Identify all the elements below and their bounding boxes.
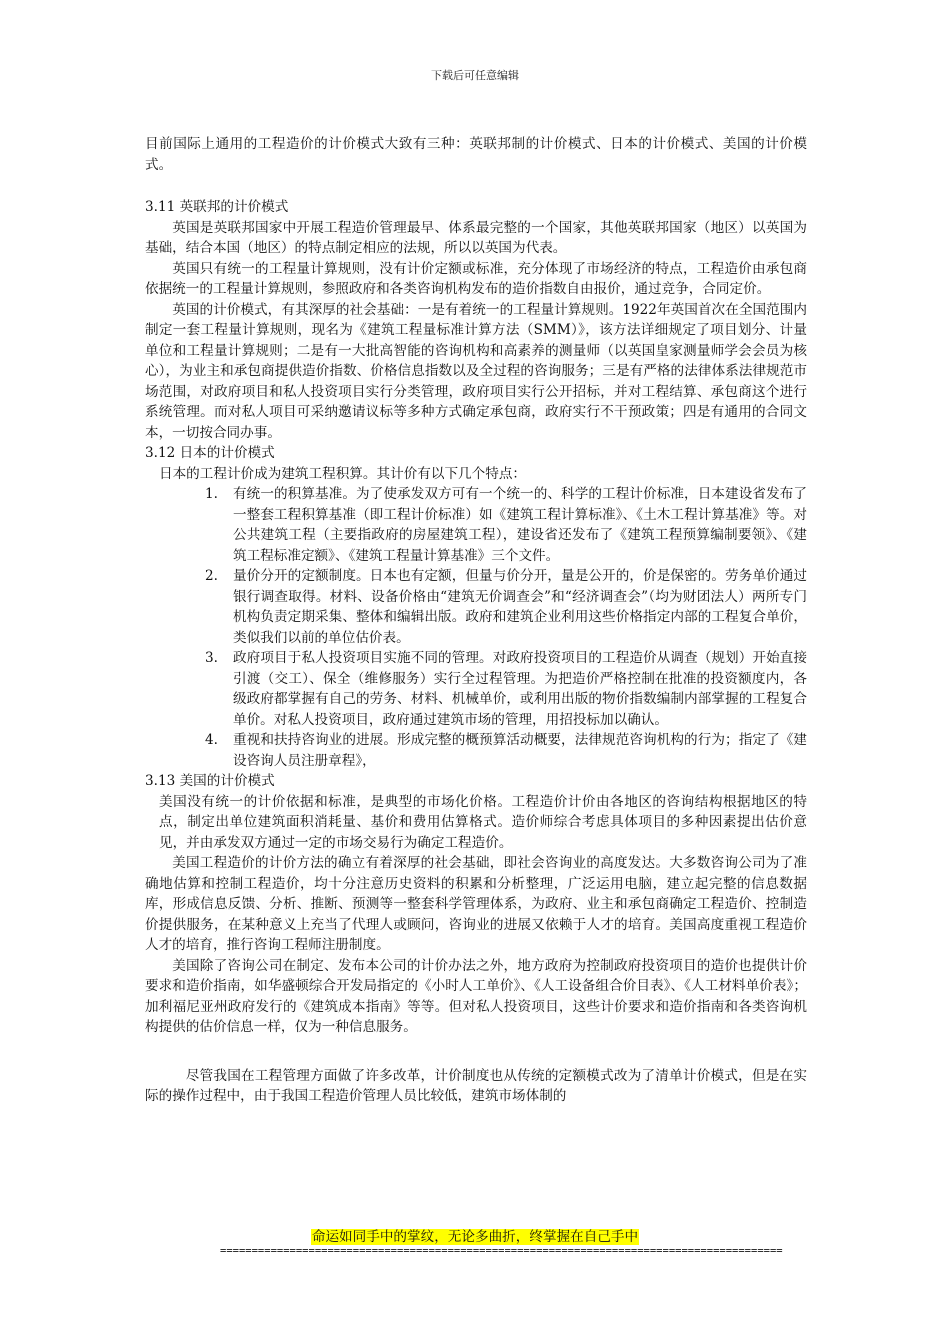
us-paragraph-3: 美国除了咨询公司在制定、发布本公司的计价办法之外，地方政府为控制政府投资项目的造价也提供计价要求和造价指南，如华盛顿综合开发局指定的《小时人工单价》、《人工设备组合价目表》、《人工材料单价表》；加利福尼亚州政府发行的《建筑成本指南》等等。但对私人投资项目，这些计价要求和造价指南和各类咨询机构提供的估价信息一样，仅为一种信息服务。 [145,957,807,1035]
us-paragraph-1: 美国没有统一的计价依据和标准，是典型的市场化价格。工程造价计价由各地区的咨询结构根据地区的特点，制定出单位建筑面积消耗量、基价和费用估算格式。造价师综合考虑具体项目的多种因素提出估价意见，并由承发双方通过一定的市场交易行为确定工程造价。 [159,793,807,851]
japan-feature-list [145,484,807,771]
list-item [145,730,807,771]
list-item-text: 量价分开的定额制度。日本也有定额，但量与价分开，量是公开的，价是保密的。劳务单价通过银行调查取得。材料、设备价格由“建筑无价调查会”和“经济调查会”（均为财团法人）两所专门机构负责定期采集、整体和编辑出版。政府和建筑企业利用这些价格指定内部的工程复合单价，类似我们以前的单位估价表。 [233,568,807,646]
us-paragraph-2: 美国工程造价的计价方法的确立有着深厚的社会基础，即社会咨询业的高度发达。大多数咨询公司为了准确地估算和控制工程造价，均十分注意历史资料的积累和分析整理，广泛运用电脑，建立起完整的信息数据库，形成信息反馈、分析、推断、预测等一整套科学管理体系，为政府、业主和承包商确定工程造价、控制造价提供服务，在某种意义上充当了代理人或顾问，咨询业的进展又依赖于人才的培育。美国高度重视工程造价人才的培育，推行咨询工程师注册制度。 [145,855,807,953]
section-title-japan: 3.12 日本的计价模式 [145,445,275,461]
list-item-text: 政府项目于私人投资项目实施不同的管理。对政府投资项目的工程造价从调查（规划）开始直接引渡（交工）、保全（维修服务）实行全过程管理。为把造价严格控制在批准的投资额度内，各级政府都掌握有自己的劳务、材料、机械单价，或利用出版的物价指数编制内部掌握的工程复合单价。对私人投资项目，政府通过建筑市场的管理，用招投标加以确认。 [233,650,807,728]
uk-paragraph-2: 英国只有统一的工程量计算规则，没有计价定额或标准，充分体现了市场经济的特点，工程造价由承包商依据统一的工程量计算规则，参照政府和各类咨询机构发布的造价指数自由报价，通过竞争，合同定价。 [145,260,807,297]
list-item-number: 1. [205,486,218,502]
section-title-uk: 3.11 英联邦的计价模式 [145,199,289,215]
japan-intro: 日本的工程计价成为建筑工程积算。其计价有以下几个特点： [159,465,527,482]
uk-paragraph-3: 英国的计价模式，有其深厚的社会基础：一是有着统一的工程量计算规则。1922年英国首次在全国范围内制定一套工程量计算规则，现名为《建筑工程量标准计算方法（SMM）》，该方法详细规定了项目划分、计量单位和工程量计算规则；二是有一大批高智能的咨询机构和高素养的测量师（以英国皇家测量师学会会员为核心），为业主和承包商提供造价指数、价格信息指数以及全过程的咨询服务；三是有严格的法律体系法律规范市场范围，对政府项目和私人投资项目实行分类管理，政府项目实行公开招标，并对工程结算、承包商这个进行系统管理。而对私人项目可采纳邀请议标等多种方式确定承包商，政府实行不干预政策；四是有通用的合同文本，一切按合同办事。 [145,301,807,441]
list-item-text: 重视和扶持咨询业的进展。形成完整的概预算活动概要，法律规范咨询机构的行为；指定了《建设咨询人员注册章程》， [233,732,807,769]
intro-paragraph: 目前国际上通用的工程造价的计价模式大致有三种：英联邦制的计价模式、日本的计价模式、美国的计价模式。 [145,136,807,173]
list-item [145,484,807,566]
uk-paragraph-1: 英国是英联邦国家中开展工程造价管理最早、体系最完整的一个国家，其他英联邦国家（地区）以英国为基础，结合本国（地区）的特点制定相应的法规，所以以英国为代表。 [145,219,807,256]
closing-paragraph: 尽管我国在工程管理方面做了许多改革，计价制度也从传统的定额模式改为了清单计价模式，但是在实际的操作过程中，由于我国工程造价管理人员比较低，建筑市场体制的 [145,1067,807,1104]
footer-quote [0,1227,950,1247]
footer-highlight-text: 命运如同手中的掌纹，无论多曲折，终掌握在自己手中 [311,1229,639,1245]
list-item [145,648,807,730]
document-body [145,134,807,1107]
list-item [145,566,807,648]
footer-divider: ========================================================================================= [220,1245,783,1257]
list-item-number: 4. [205,732,218,748]
list-item-text: 有统一的积算基准。为了使承发双方可有一个统一的、科学的工程计价标准，日本建设省发布了一整套工程积算基准（即工程计价标准）如《建筑工程计算标准》、《土木工程计算基准》等。对公共建筑工程（主要指政府的房屋建筑工程），建设省还发布了《建筑工程预算编制要领》、《建筑工程标准定额》、《建筑工程量计算基准》三个文件。 [233,486,807,564]
section-title-us: 3.13 美国的计价模式 [145,773,275,789]
list-item-number: 2. [205,568,218,584]
page-header: 下载后可任意编辑 [431,69,519,82]
list-item-number: 3. [205,650,218,666]
